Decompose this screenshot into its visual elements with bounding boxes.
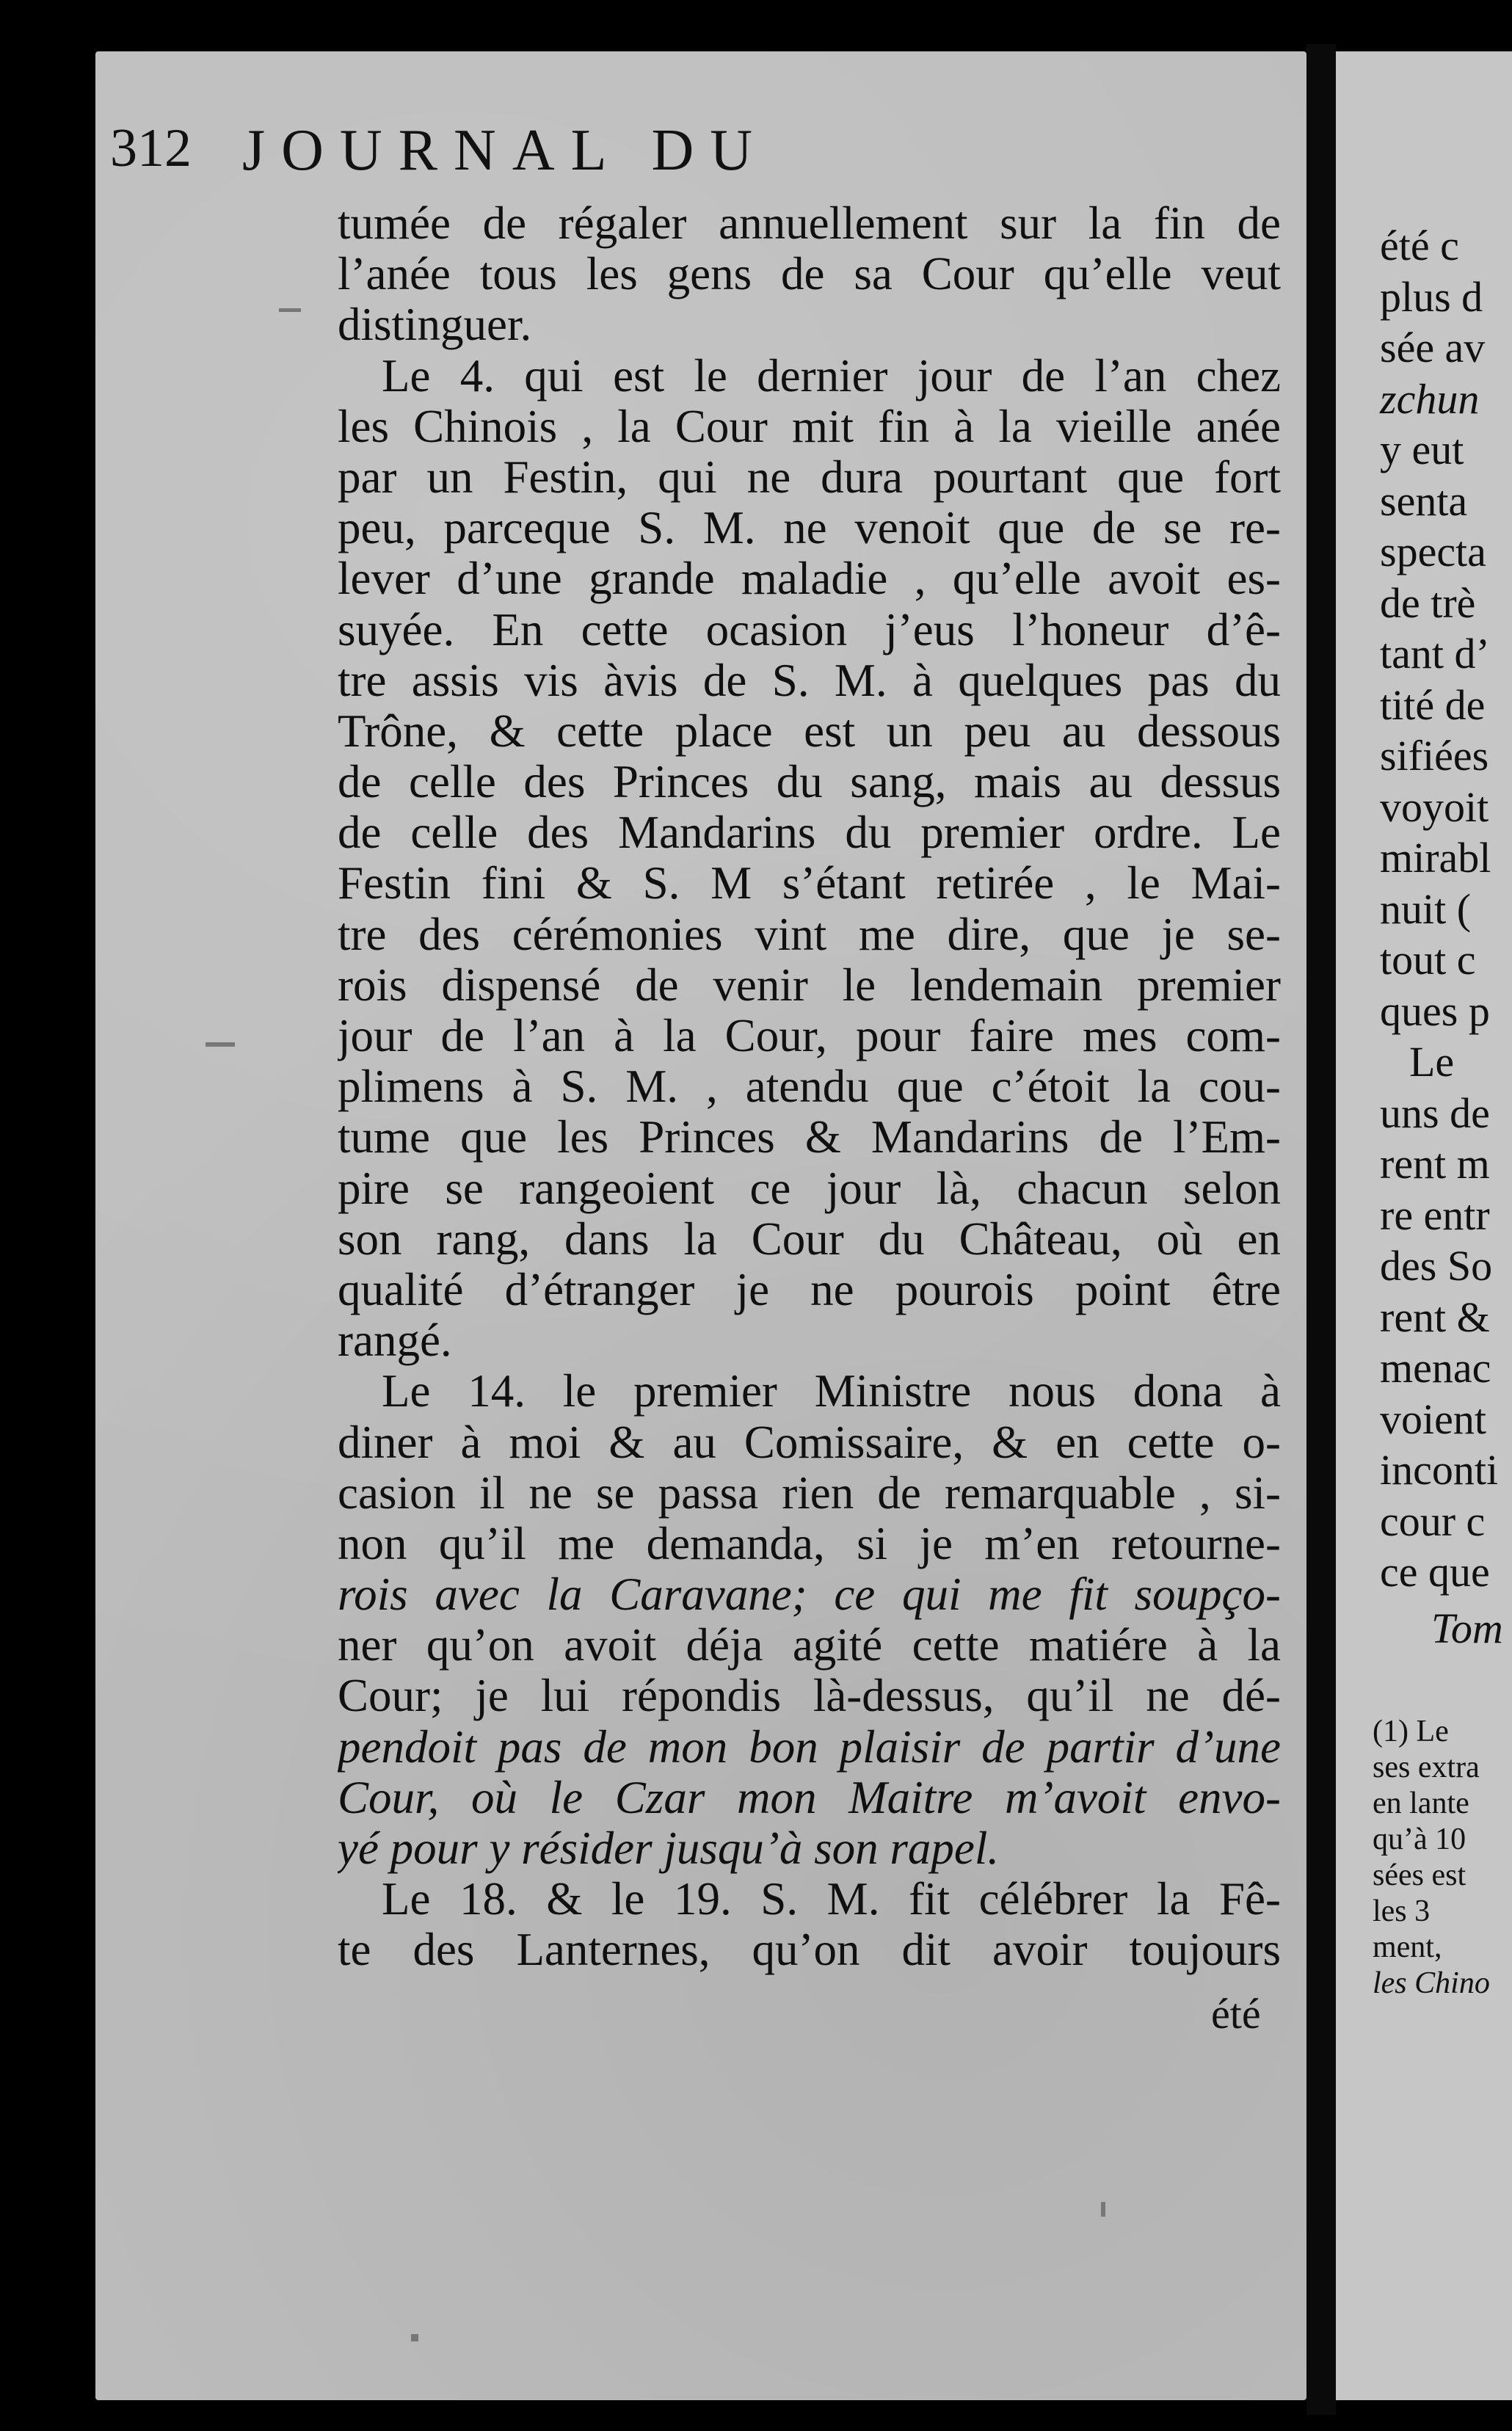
right-line: ce que xyxy=(1380,1548,1490,1596)
text-line: l’anée tous les gens de sa Cour qu’elle veut xyxy=(338,249,1281,300)
text-line: diner à moi & au Comissaire, & en cette o- xyxy=(338,1417,1281,1468)
paper-speck xyxy=(279,308,301,312)
italic-text-line: rois avec la Caravane; ce qui me fit soupço- xyxy=(338,1569,1281,1621)
right-line: rent m xyxy=(1380,1140,1490,1188)
text-line: par un Festin, qui ne dura pourtant que fort xyxy=(338,451,1281,503)
right-line: re entr xyxy=(1380,1191,1490,1239)
right-page-footnotes xyxy=(1373,1714,1512,2002)
text-line: Festin fini & S. M s’étant retirée , le Mai- xyxy=(338,858,1281,909)
footnote-line: en lante xyxy=(1373,1787,1469,1820)
italic-text-line: pendoit pas de mon bon plaisir de partir d’une xyxy=(338,1721,1281,1773)
text-line: peu, parceque S. M. ne venoit que de se re- xyxy=(338,503,1281,554)
text-line: Trône, & cette place est un peu au dessous xyxy=(338,705,1281,757)
right-line: zchun xyxy=(1380,374,1480,423)
right-page-signature: Tom xyxy=(1431,1605,1503,1652)
right-line: ques p xyxy=(1380,986,1490,1035)
text-line: les Chinois , la Cour mit fin à la vieille anée xyxy=(338,401,1281,452)
right-line: été c xyxy=(1380,222,1459,269)
right-line: voyoit xyxy=(1380,782,1489,831)
footnote-line: ment, xyxy=(1373,1930,1442,1964)
text-line: Cour; je lui répondis là-dessus, qu’il ne dé- xyxy=(338,1671,1281,1722)
right-line: menac xyxy=(1380,1344,1491,1392)
text-line: de celle des Mandarins du premier ordre. Le xyxy=(338,807,1281,859)
running-header xyxy=(110,117,769,184)
right-line: uns de xyxy=(1380,1089,1490,1137)
right-line: des So xyxy=(1380,1242,1493,1290)
right-line: Le xyxy=(1409,1038,1455,1086)
right-line: specta xyxy=(1380,528,1486,575)
text-line: de celle des Princes du sang, mais au dessus xyxy=(338,757,1281,808)
paper-speck xyxy=(1101,2202,1105,2217)
page-number: 312 xyxy=(110,118,192,178)
right-line: nuit ( xyxy=(1380,884,1472,933)
text-line: non qu’il me demanda, si je m’en retourne- xyxy=(338,1518,1281,1569)
right-line: tant d’ xyxy=(1380,630,1490,677)
right-line: plus d xyxy=(1380,272,1483,321)
main-text-block xyxy=(338,198,1281,1976)
paragraph-start: Le 4. qui est le dernier jour de l’an chez xyxy=(382,350,1281,401)
right-line: voient xyxy=(1380,1395,1486,1443)
text-line: casion il ne se passa rien de remarquable , si- xyxy=(338,1467,1281,1519)
right-line: sée av xyxy=(1380,324,1486,371)
footnote-line: (1) Le xyxy=(1373,1715,1449,1748)
right-line: tité de xyxy=(1380,680,1486,729)
right-page-text xyxy=(1380,220,1512,1598)
footnote-line: les 3 xyxy=(1373,1894,1431,1928)
text-line: son rang, dans la Cour du Château, où en xyxy=(338,1213,1281,1265)
right-line: de trè xyxy=(1380,578,1476,627)
text-line: tre assis vis àvis de S. M. à quelques pas du xyxy=(338,655,1281,706)
paper-speck xyxy=(206,1042,235,1047)
footnote-line: ses extra xyxy=(1373,1751,1480,1784)
text-line: tre des cérémonies vint me dire, que je se- xyxy=(338,909,1281,960)
text-line: ner qu’on avoit déja agité cette matiére à la xyxy=(338,1620,1281,1671)
book-gutter xyxy=(1306,44,1336,2415)
text-line: rangé. xyxy=(338,1315,452,1367)
paper-speck xyxy=(411,2334,418,2341)
text-line: distinguer. xyxy=(338,299,532,351)
running-title: JOURNAL DU xyxy=(242,118,769,183)
text-line: plimens à S. M. , atendu que c’étoit la cou- xyxy=(338,1061,1281,1113)
footnote-line: qu’à 10 xyxy=(1373,1823,1466,1856)
right-line: inconti xyxy=(1380,1446,1499,1494)
footnote-line: sées est xyxy=(1373,1858,1466,1892)
right-line: senta xyxy=(1380,476,1468,525)
italic-text-line: Cour, où le Czar mon Maitre m’avoit envo- xyxy=(338,1772,1281,1823)
text-line: tumée de régaler annuellement sur la fin de xyxy=(338,198,1281,249)
text-line: rois dispensé de venir le lendemain premier xyxy=(338,959,1281,1011)
footnote-line: les Chino xyxy=(1373,1966,1490,2000)
text-line: pire se rangeoient ce jour là, chacun selon xyxy=(338,1163,1281,1214)
text-line: tume que les Princes & Mandarins de l’Em- xyxy=(338,1112,1281,1163)
italic-text-line: yé pour y résider jusqu’à son rapel. xyxy=(338,1823,1000,1874)
text-line: qualité d’étranger je ne pourois point être xyxy=(338,1264,1281,1315)
right-line: rent & xyxy=(1380,1293,1490,1341)
text-line: lever d’une grande maladie , qu’elle avoit es- xyxy=(338,553,1281,605)
text-line: suyée. En cette ocasion j’eus l’honeur d’ê- xyxy=(338,604,1281,655)
right-line: tout c xyxy=(1380,936,1476,984)
paragraph-start: Le 14. le premier Ministre nous dona à xyxy=(382,1366,1281,1417)
catchword: été xyxy=(1211,1990,1261,2038)
right-line: sifiées xyxy=(1380,732,1489,780)
right-line: mirabl xyxy=(1380,834,1491,882)
text-line: te des Lanternes, qu’on dit avoir toujours xyxy=(338,1925,1281,1976)
paragraph-start: Le 18. & le 19. S. M. fit célébrer la Fê- xyxy=(382,1874,1281,1925)
right-line: cour c xyxy=(1380,1497,1486,1545)
right-line: y eut xyxy=(1380,426,1464,473)
text-line: jour de l’an à la Cour, pour faire mes com- xyxy=(338,1011,1281,1061)
